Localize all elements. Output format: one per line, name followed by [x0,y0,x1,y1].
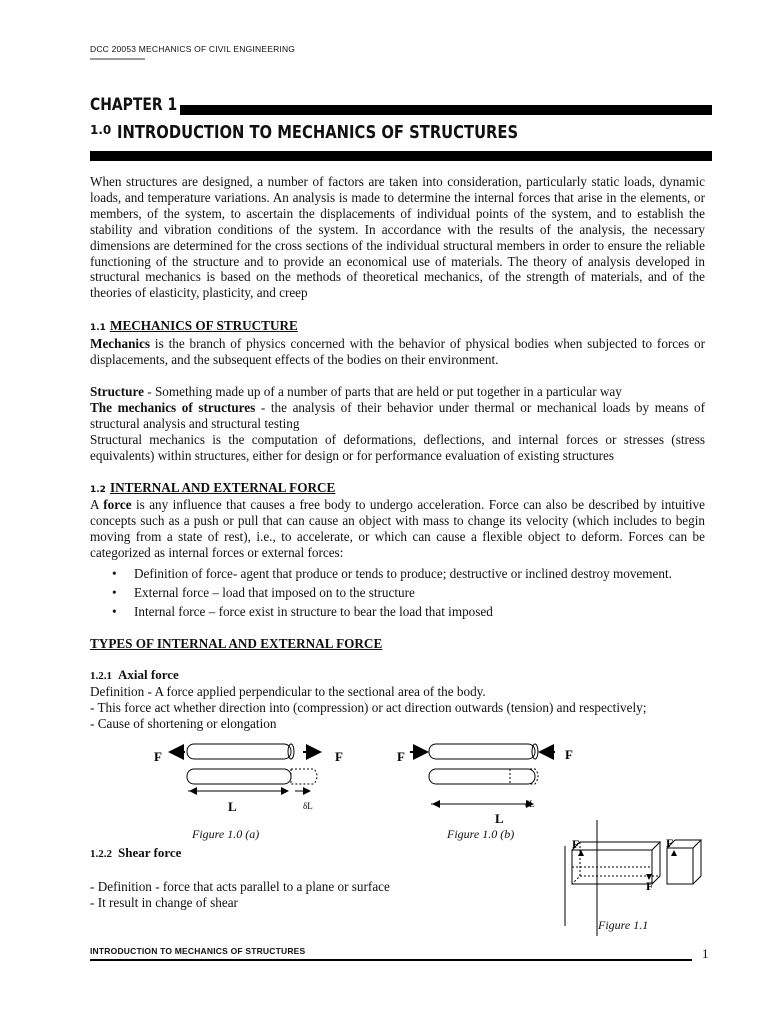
chapter-label: CHAPTER 1 [90,95,178,115]
length-label: L [228,799,237,814]
page-number: 1 [702,946,709,961]
section-title: Shear force [118,845,182,860]
section-number: 1.2.2 [90,848,112,860]
section-1-2-1-heading [90,667,179,683]
term: force [103,497,132,512]
list-item-text: External force – load that imposed on to the structure [134,585,415,600]
figure-1-0-b [395,735,585,827]
force-label-right: F [565,747,573,762]
mechanics-of-structures-definition [90,400,705,432]
section-title: INTERNAL AND EXTERNAL FORCE [110,480,336,495]
shear-block-side [667,848,693,884]
term: Structure [90,384,144,399]
definition-text: - Something made up of a number of parts that are held or put together in a particular way [143,384,622,399]
chapter-bar-top [180,105,712,115]
types-heading: TYPES OF INTERNAL AND EXTERNAL FORCE [90,636,383,651]
section-number: 1.2.1 [90,670,112,682]
figure-caption: Figure 1.0 (a) [192,827,260,841]
bar-shortened [429,769,535,784]
figure-caption: Figure 1.1 [598,918,649,932]
text-line: - This force act whether direction into (compression) or act direction outwards (tension) and respectively; [90,699,647,715]
section-1-1-heading [90,318,298,334]
section-number: 1.1 [90,323,106,333]
bar-original [429,744,535,759]
text-line: - Definition - force that acts parallel to a plane or surface [90,879,390,894]
section-1-2-2-heading [90,845,181,861]
force-label-left: F [154,749,162,764]
term: Mechanics [90,336,151,351]
length-label: L [495,811,504,826]
bar-original [187,744,291,759]
force-label-left: F [397,749,405,764]
intro-paragraph: When structures are designed, a number of factors are taken into consideration, particularly static loads, dynamic loads, and temperature variations. An analysis is made to determine the internal forces that arise in the elements, or members, of the system, to ascertain the displacements of individual points of the system, and to establish the stability and vibration conditions of the system. In accordance with the results of the analysis, the necessary dimensions are determined for the cross sections of the individual structural members in order to ensure the reliable functioning of the structure and to provide an economical use of materials. The theory of analysis developed in structural mechanics is based on the methods of theoretical mechanics, of the strength of materials, and of the theories of elasticity, plasticity, and creep [90,174,705,301]
term: The mechanics of structures [90,400,256,415]
definition-text: is the branch of physics concerned with the behavior of physical bodies when subjected to forces or displacements, and the subsequent effects of the bodies on their environment. [90,336,705,367]
list-item-text: Definition of force- agent that produce or tends to produce; destructive or inclined destroy movement. [134,566,672,581]
force-bullet-list [112,564,712,621]
axial-force-text [90,684,705,732]
section-number: 1.2 [90,485,106,495]
chapter-number: 1.0 [90,123,112,137]
elongation-label: δL [303,801,313,811]
figure-1-0-a [140,735,343,825]
list-item: • Internal force – force exist in structure to bear the load that imposed [112,604,493,619]
footer-rule [90,959,692,961]
text: is any influence that causes a free body to undergo acceleration. Force can also be described by intuitive concepts such as a push or pull that can cause an object with mass to change its velocity (which includes to begin moving from a state of rest), i.e., to accelerate, or which can cause a flexible object to deform. Forces can be categorized as internal forces or external forces: [90,497,706,560]
course-header: DCC 20053 MECHANICS OF CIVIL ENGINEERING [90,44,296,54]
footer-title: INTRODUCTION TO MECHANICS OF STRUCTURES [90,946,306,956]
chapter-title: INTRODUCTION TO MECHANICS OF STRUCTURES [117,122,519,143]
text: A [90,497,104,512]
text-line: - It result in change of shear [90,894,238,910]
force-label: F [666,836,674,850]
force-label-right: F [335,749,343,764]
text-line: Definition - A force applied perpendicular to the sectional area of the body. [90,684,486,699]
force-label: F [646,879,654,893]
list-item-text: Internal force – force exist in structure to bear the load that imposed [134,604,493,619]
chapter-bar-bottom [90,151,712,161]
list-item: • Definition of force- agent that produce or tends to produce; destructive or inclined destroy movement. [112,566,672,581]
definition-text: - the analysis of their behavior under thermal or mechanical loads by means of structural analysis and structural testing [90,400,705,431]
text-line: - Cause of shortening or elongation [90,715,277,731]
figure-caption: Figure 1.0 (b) [447,827,515,841]
section-1-2-heading [90,480,335,496]
bar-elongated [187,769,291,784]
structural-mechanics-paragraph: Structural mechanics is the computation of deformations, deflections, and internal forces or stresses (stress equivalents) within structures, either for design or for performance evaluation of existing structures [90,432,705,463]
force-paragraph [90,497,705,561]
header-underline [90,58,145,60]
force-label: F [572,837,580,851]
section-title: Axial force [118,667,179,682]
shortening-label: δL [525,799,535,809]
mechanics-definition [90,336,705,368]
section-title: MECHANICS OF STRUCTURE [110,318,298,333]
structure-definition [90,384,705,400]
list-item: • External force – load that imposed on to the structure [112,585,415,600]
